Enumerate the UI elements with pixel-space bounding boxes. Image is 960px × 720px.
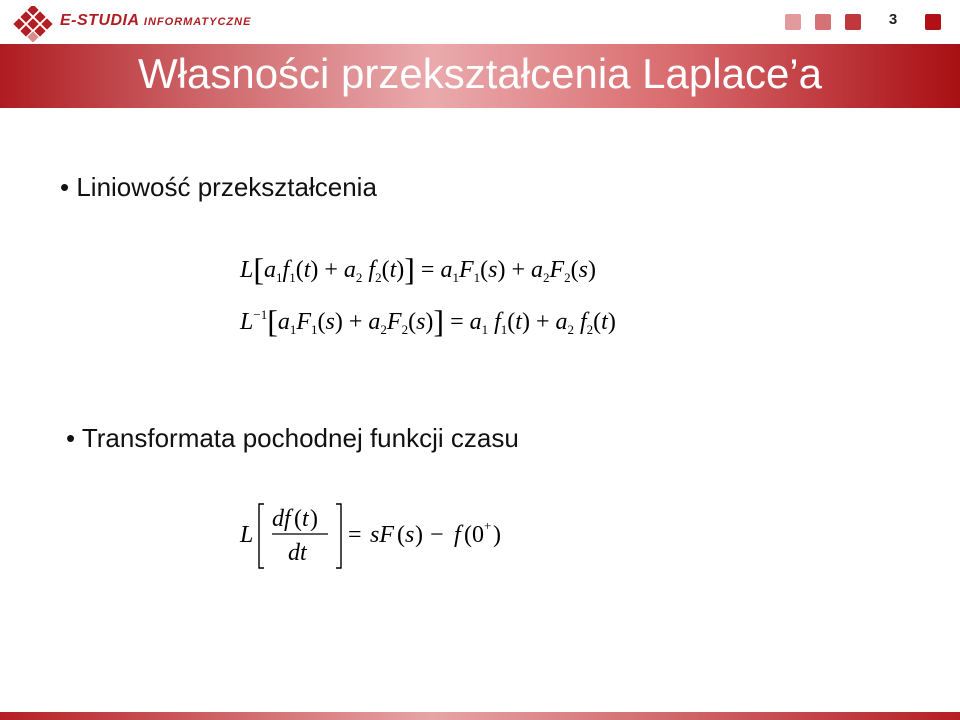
svg-text:s: s [405,522,415,548]
page-number: 3 [888,11,898,28]
equation-linearity-forward: $L[a_1f_1(t) + a_2$ $f_2(t)] = a_1F_1(s) + a_2F_2(s)$ [240,251,596,287]
svg-text:sF: sF [370,522,394,548]
brand-logotype [60,12,251,30]
equation-derivative-transform [232,500,542,572]
svg-text:(0: (0 [464,522,484,548]
bottom-rule [0,712,960,720]
svg-text:): ) [415,522,423,548]
svg-text:t: t [302,506,309,532]
svg-text:f: f [454,522,461,548]
logo-icon [12,6,54,42]
nav-square-2 [815,14,831,30]
svg-text:(: ( [294,506,302,532]
svg-text:+: + [484,518,492,533]
brand-sub: INFORMATYCZNE [143,16,252,28]
brand-main: E-STUDIA [60,12,139,29]
svg-text:dt: dt [288,540,307,566]
equation-linearity-inverse: $L^{-1}[a_1F_1(s) + a_2F_2(s)] = a_1$ $f_1(t) + a_2$ $f_2(t)$ [240,303,616,339]
svg-text:): ) [493,522,501,548]
svg-text:−: − [430,522,444,548]
nav-square-4 [925,14,941,30]
svg-text:): ) [310,506,318,532]
nav-square-1 [785,14,801,30]
svg-text:(: ( [397,522,405,548]
bullet-derivative: • Transformata pochodnej funkcji czasu [66,423,519,453]
nav-square-3 [845,14,861,30]
svg-text:df: df [272,506,291,532]
svg-text:=: = [348,522,362,548]
bullet-linearity: • Liniowość przekształcenia [60,172,377,202]
svg-text:L: L [240,522,254,548]
slide-title: Własności przekształcenia Laplace’a [138,50,822,97]
